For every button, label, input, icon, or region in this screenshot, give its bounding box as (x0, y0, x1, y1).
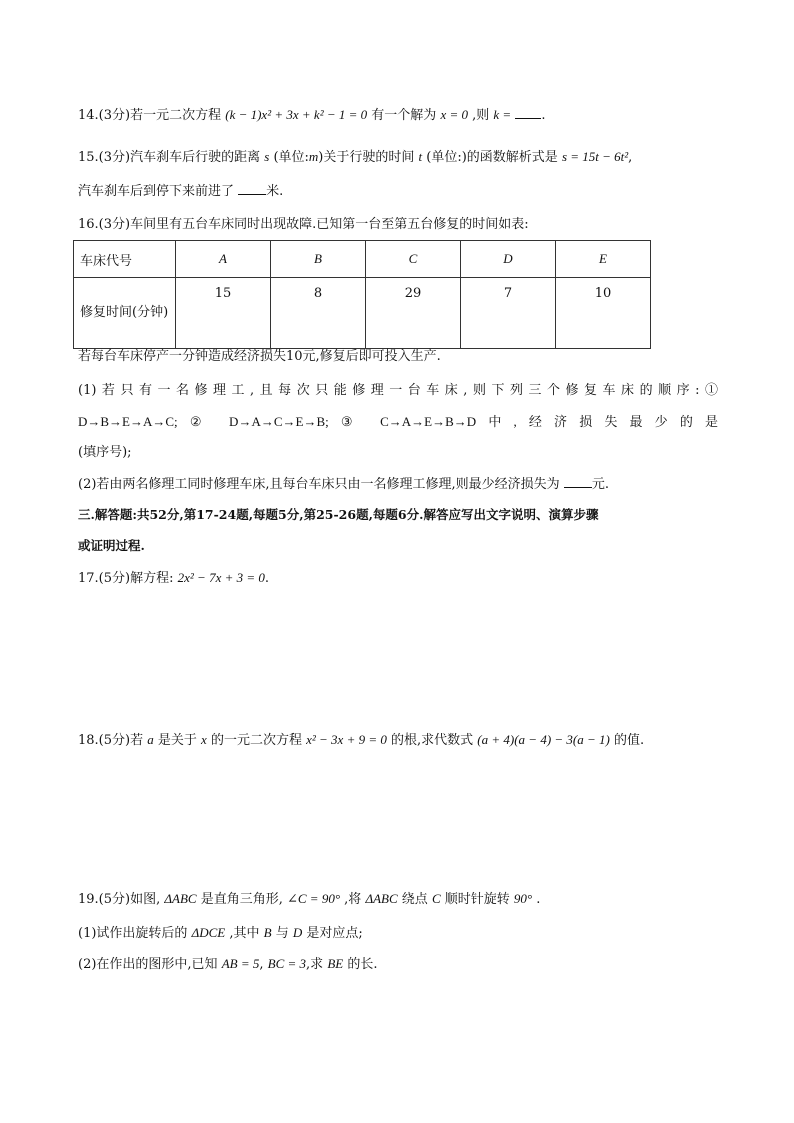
q18-var-a: a (147, 732, 154, 747)
q15-var-s: s (264, 149, 270, 164)
q19-text-d: 绕点 (401, 892, 428, 907)
q16-part2-end: 元. (591, 477, 609, 492)
q17-label: 17.(5分)解方程: (78, 571, 174, 586)
table-header-time: 修复时间(分钟) (74, 278, 176, 349)
q18-equation: x² − 3x + 9 = 0 (306, 732, 387, 747)
q19-bc: BC = 3 (267, 956, 307, 971)
table-header-code: 车床代号 (74, 241, 176, 278)
question-18 (78, 731, 644, 750)
q18-text-e: 的值. (614, 733, 645, 748)
q19-part1 (78, 924, 363, 943)
q15-text-c: )关于行驶的时间 (318, 150, 415, 165)
section-3-heading-cont: 或证明过程. (78, 538, 145, 553)
q15-text-d: (单位:)的函数解析式是 (426, 150, 558, 165)
table-cell-time: 10 (556, 278, 651, 349)
table-cell-time: 7 (461, 278, 556, 349)
table-cell-time: 8 (271, 278, 366, 349)
q19-point-b: B (263, 925, 272, 940)
table-row-times (74, 278, 651, 349)
q15-text-line2a: 汽车刹车后到停下来前进了 (78, 184, 235, 199)
section-3-heading: 三.解答题:共52分,第17-24题,每题5分,第25-26题,每题6分.解答应写出文字说明、演算步骤 (78, 507, 599, 522)
q14-answer-blank (515, 106, 541, 119)
q19-part2 (78, 955, 377, 974)
q19-part1-text-b: ,其中 (229, 926, 260, 941)
question-17 (78, 569, 269, 588)
repair-time-table (73, 240, 651, 349)
q18-text-c: 的一元二次方程 (210, 733, 302, 748)
q15-text-b: (单位: (273, 150, 309, 165)
q19-text-e: 顺时针旋转 (444, 892, 510, 907)
q17-end: . (264, 571, 270, 586)
q15-text-e: , (628, 150, 633, 165)
q14-label: 14.(3分)若一元二次方程 (78, 108, 222, 123)
question-15-line1 (78, 148, 632, 167)
q19-triangle: ΔABC (164, 891, 197, 906)
q19-text-b: 是直角三角形, (200, 892, 283, 907)
q19-part1-text-a: (1)试作出旋转后的 (78, 926, 188, 941)
table-cell-time: 15 (176, 278, 271, 349)
q14-mid: 有一个解为 (371, 108, 437, 123)
q19-part2-text-a: (2)在作出的图形中,已知 (78, 957, 218, 972)
q18-var-x: x (201, 732, 207, 747)
q19-degrees: 90° (513, 891, 533, 906)
q18-text-b: 是关于 (157, 733, 197, 748)
table-cell-code: B (271, 241, 366, 278)
q19-part1-text-d: 是对应点; (306, 926, 363, 941)
q15-formula: s = 15t − 6t² (561, 149, 629, 164)
q19-triangle-dce: ΔDCE (191, 925, 226, 940)
q16-part1-line2: D→B→E→A→C;② D→A→C→E→B;③ C→A→E→B→D中,经济损失最少的是 (78, 414, 718, 429)
q19-ab: AB = 5 (221, 956, 260, 971)
q19-angle: ∠C = 90° (286, 891, 341, 906)
q16-answer-blank (564, 475, 592, 488)
table-cell-code: D (461, 241, 556, 278)
q17-equation: 2x² − 7x + 3 = 0 (177, 570, 265, 585)
q19-text-c: ,将 (344, 892, 362, 907)
q18-text-a: 18.(5分)若 (78, 733, 144, 748)
q16-part2-text: (2)若由两名修理工同时修理车床,且每台车床只由一名修理工修理,则最少经济损失为 (78, 477, 560, 492)
q15-answer-blank (238, 182, 266, 195)
q14-end: . (541, 108, 546, 123)
table-cell-code: C (366, 241, 461, 278)
q16-part2 (78, 475, 609, 494)
q16-intro: 16.(3分)车间里有五台车床同时出现故障.已知第一台至第五台修复的时间如表: (78, 217, 529, 232)
q19-triangle-2: ΔABC (365, 891, 398, 906)
q15-var-t: t (418, 149, 423, 164)
q19-text-f: . (536, 892, 541, 907)
q19-part2-text-d: 的长. (347, 957, 378, 972)
q16-note: 若每台车床停产一分钟造成经济损失10元,修复后即可投入生产. (78, 349, 441, 364)
q19-part2-text-b: , (259, 957, 264, 972)
q14-solution: x = 0 (440, 107, 468, 122)
table-row-codes (74, 241, 651, 278)
q19-part2-text-c: ,求 (306, 957, 324, 972)
table-cell-code: A (176, 241, 271, 278)
question-14 (78, 106, 545, 125)
q19-point-d: D (292, 925, 303, 940)
table-cell-time: 29 (366, 278, 461, 349)
q15-text-a: 15.(3分)汽车刹车后行驶的距离 (78, 150, 261, 165)
q19-point-c: C (431, 891, 441, 906)
q14-equation: (k − 1)x² + 3x + k² − 1 = 0 (225, 107, 368, 122)
q19-text-a: 19.(5分)如图, (78, 892, 161, 907)
q15-text-line2b: 米. (266, 184, 284, 199)
table-cell-code: E (556, 241, 651, 278)
q16-part1-line1: (1)若只有一名修理工,且每次只能修理一台车床,则下列三个修复车床的顺序:① (78, 383, 718, 398)
q14-ask: ,则 (472, 108, 490, 123)
q14-var: k = (493, 107, 512, 122)
q16-part1-line3: (填序号); (78, 445, 132, 460)
question-15-line2 (78, 182, 283, 201)
question-19 (78, 890, 540, 909)
q19-part1-text-c: 与 (275, 926, 289, 941)
q15-unit-m: m (308, 149, 319, 164)
q18-expression: (a + 4)(a − 4) − 3(a − 1) (477, 732, 610, 747)
q19-be: BE (327, 956, 344, 971)
q18-text-d: 的根,求代数式 (391, 733, 474, 748)
